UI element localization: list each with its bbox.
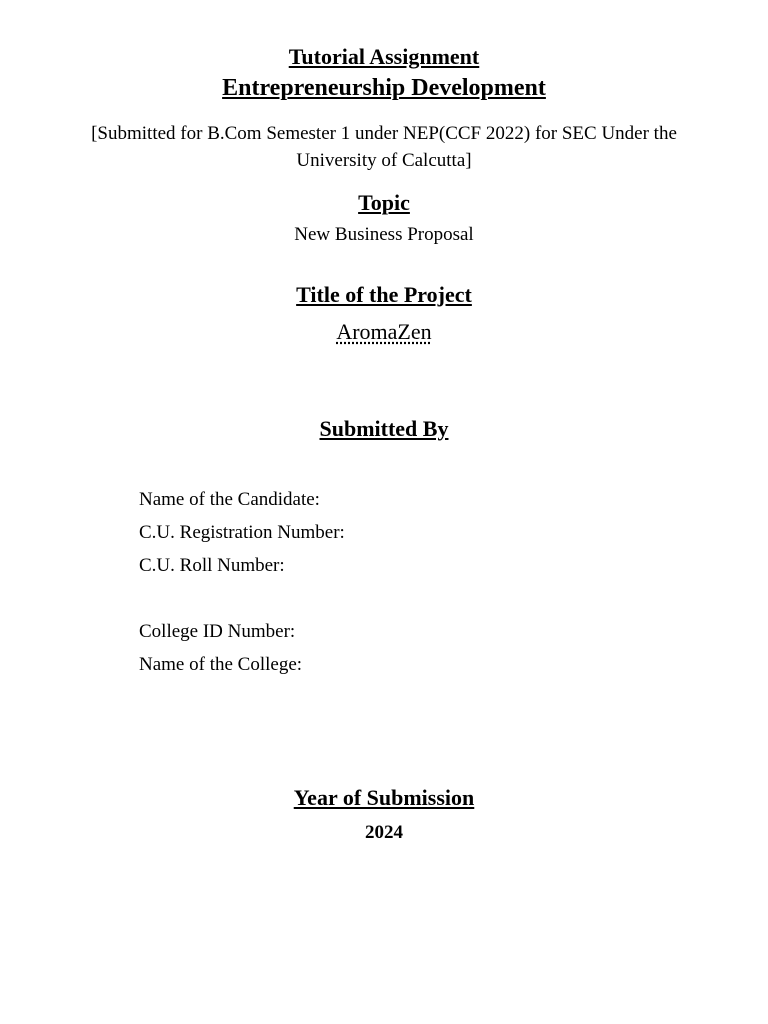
college-name-label: Name of the College: bbox=[139, 654, 303, 675]
year-heading: Year of Submission bbox=[293, 785, 475, 810]
topic-value: New Business Proposal bbox=[294, 224, 474, 245]
assignment-title: Tutorial Assignment bbox=[288, 44, 480, 69]
college-id-label: College ID Number: bbox=[139, 621, 296, 642]
topic-heading: Topic bbox=[358, 190, 410, 215]
registration-number-label: C.U. Registration Number: bbox=[139, 522, 345, 543]
year-value: 2024 bbox=[365, 822, 403, 843]
roll-number-label: C.U. Roll Number: bbox=[139, 555, 285, 576]
project-title-value-container bbox=[0, 318, 768, 346]
subject-title: Entrepreneurship Development bbox=[222, 75, 546, 101]
submission-note: [Submitted for B.Com Semester 1 under NEP(CCF 2022) for SEC Under the University of Calcutta] bbox=[91, 123, 677, 171]
project-title-value: AromaZen bbox=[336, 319, 432, 344]
project-title-heading: Title of the Project bbox=[296, 282, 472, 307]
submitted-by-heading: Submitted By bbox=[319, 416, 449, 441]
candidate-name-label: Name of the Candidate: bbox=[139, 489, 320, 510]
